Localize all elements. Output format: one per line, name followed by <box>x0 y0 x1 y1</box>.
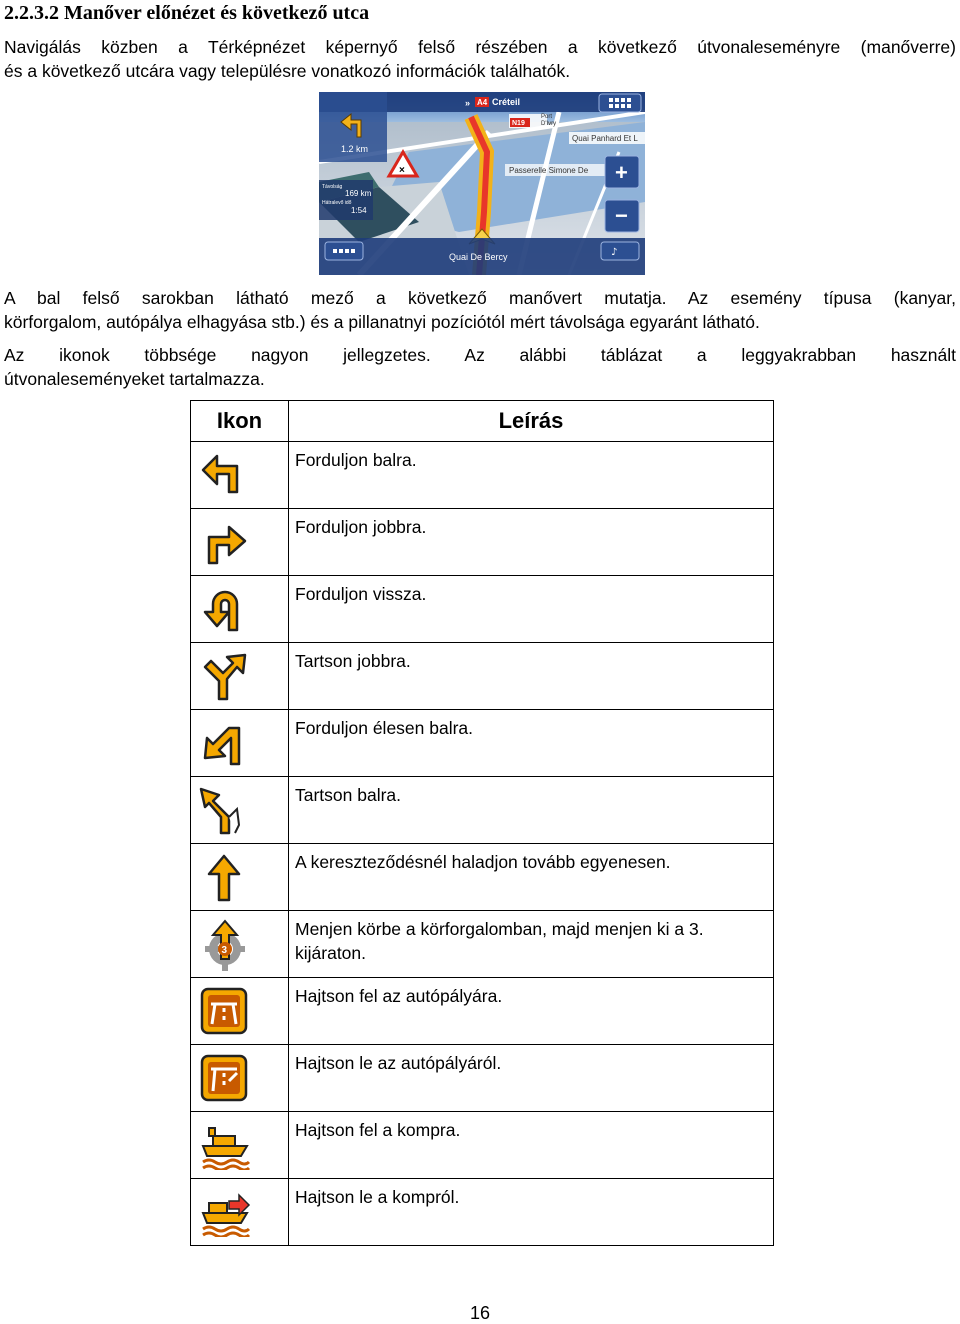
sharp-left-icon <box>199 718 249 768</box>
icons-line-2: útvonaleseményeket tartalmazza. <box>4 369 265 389</box>
remaining-time-label: Hátralevő idő <box>322 200 352 206</box>
row-description: Forduljon élesen balra. <box>289 710 774 777</box>
table-row <box>191 777 774 844</box>
turn-right-icon <box>199 517 249 567</box>
table-row <box>191 1112 774 1179</box>
row-description: Hajtson le a kompról. <box>289 1179 774 1246</box>
zoom-in-label: + <box>615 160 628 185</box>
table-row <box>191 509 774 576</box>
turn-left-icon <box>199 446 249 496</box>
enter-highway-icon <box>199 986 249 1036</box>
svg-text:»: » <box>465 98 471 108</box>
row-description: A kereszteződésnél haladjon tovább egyenesen. <box>289 844 774 911</box>
remaining-time: 1:54 <box>351 206 367 215</box>
header-icon: Ikon <box>191 401 289 442</box>
maneuver-table <box>190 400 774 1246</box>
description-paragraph <box>4 286 956 334</box>
sound-button[interactable] <box>601 242 639 260</box>
intro-paragraph <box>4 35 956 83</box>
row-description: Hajtson fel az autópályára. <box>289 978 774 1045</box>
table-row <box>191 844 774 911</box>
row-description: Forduljon jobbra. <box>289 509 774 576</box>
keep-left-icon <box>199 785 249 835</box>
row-description: Tartson balra. <box>289 777 774 844</box>
road-badge: A4 <box>477 98 488 107</box>
row-description: Menjen körbe a körforgalomban, majd menjen ki a 3. kijáraton. <box>289 911 774 978</box>
map-view-screenshot <box>319 92 645 275</box>
table-row <box>191 643 774 710</box>
road-badge-2: N19 <box>512 120 525 127</box>
place-label-1: Port <box>541 114 553 120</box>
icons-line-1: Az ikonok többsége nagyon jellegzetes. Az alábbi táblázat a leggyakrabban használt <box>4 345 956 365</box>
u-turn-icon <box>199 584 249 634</box>
row-description: Hajtson fel a kompra. <box>289 1112 774 1179</box>
road-name: Créteil <box>492 97 521 107</box>
board-ferry-icon <box>199 1120 251 1170</box>
exit-highway-icon <box>199 1053 249 1103</box>
music-icon: ♪ <box>611 247 618 258</box>
table-row <box>191 978 774 1045</box>
row-description: Tartson jobbra. <box>289 643 774 710</box>
row-description: Forduljon balra. <box>289 442 774 509</box>
exit-number-badge: 3 <box>221 945 228 956</box>
row-description: Hajtson le az autópályáról. <box>289 1045 774 1112</box>
place-label-2: D'Ivry <box>541 121 557 127</box>
leave-ferry-icon <box>199 1187 251 1237</box>
current-street: Quai De Bercy <box>449 252 508 262</box>
table-row <box>191 576 774 643</box>
row-description: Forduljon vissza. <box>289 576 774 643</box>
icons-paragraph <box>4 343 956 391</box>
straight-icon <box>199 852 249 902</box>
keep-right-icon <box>199 651 249 701</box>
header-description: Leírás <box>289 401 774 442</box>
table-row <box>191 911 774 978</box>
page-number: 16 <box>469 1303 491 1323</box>
intro-line-1: Navigálás közben a Térképnézet képernyő felső részében a következő útvonaleseményre (manőverre) <box>4 37 956 57</box>
zoom-out-label: − <box>615 203 628 228</box>
svg-text:×: × <box>399 165 405 176</box>
section-heading: 2.2.3.2 Manőver előnézet és következő utca <box>4 2 370 24</box>
remaining-distance-label: Távolság <box>322 184 343 190</box>
street-label-2: Passerelle Simone De <box>509 166 589 175</box>
next-maneuver-distance: 1.2 km <box>341 144 369 154</box>
roundabout-exit-3-icon <box>199 919 251 973</box>
desc-line-1: A bal felső sarokban látható mező a következő manővert mutatja. Az esemény típusa (kanyar, <box>4 288 956 308</box>
table-row <box>191 710 774 777</box>
remaining-distance: 169 km <box>345 189 372 198</box>
table-row <box>191 1045 774 1112</box>
table-row <box>191 1179 774 1246</box>
map-view-illustration <box>319 92 645 275</box>
desc-line-2: körforgalom, autópálya elhagyása stb.) és a pillanatnyi pozíciótól mért távolsága egyaránt látható. <box>4 312 760 332</box>
quick-menu-button[interactable] <box>325 242 363 260</box>
table-row <box>191 442 774 509</box>
street-label-1: Quai Panhard Et L <box>572 134 638 143</box>
intro-line-2: és a következő utcára vagy településre vonatkozó információk találhatók. <box>4 61 571 81</box>
